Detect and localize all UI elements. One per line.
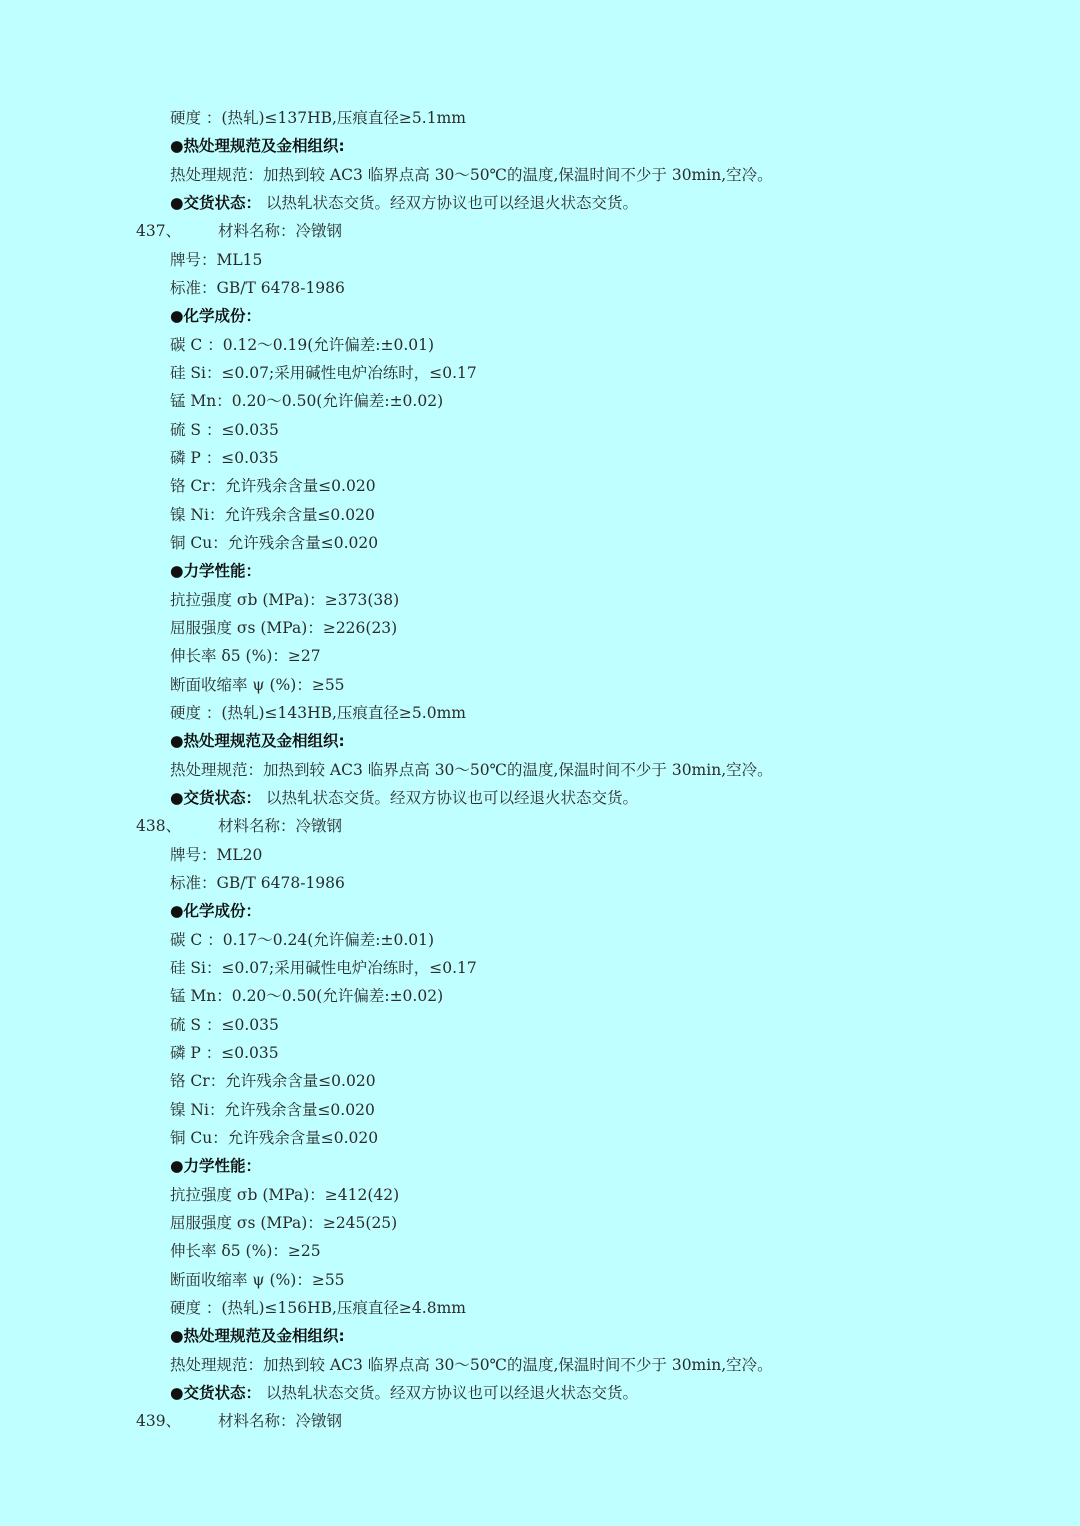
section-heading-line: [170, 897, 261, 925]
section-heading: ●热处理规范及金相组织:: [170, 732, 345, 751]
section-heading-line: [170, 132, 345, 160]
section-heading-value: 以热轧状态交货。经双方协议也可以经退火状态交货。: [261, 1383, 638, 1402]
section-heading: ●力学性能：: [170, 562, 262, 581]
section-heading-value: 以热轧状态交货。经双方协议也可以经退火状态交货。: [261, 193, 638, 212]
property-line: 抗拉强度 σb (MPa)：≥412(42): [170, 1185, 400, 1204]
property-line: 铜 Cu：允许残余含量≤0.020: [170, 1128, 379, 1147]
material-name: 材料名称：冷镦钢: [218, 817, 343, 836]
property-line: 硬度 ：(热轧)≤143HB,压痕直径≥5.0mm: [170, 703, 466, 722]
property-line: 屈服强度 σs (MPa)：≥226(23): [170, 618, 398, 637]
property-line: 热处理规范：加热到较 AC3 临界点高 30～50℃的温度,保温时间不少于 30min,空冷。: [170, 760, 773, 779]
entry-number-line: [136, 217, 342, 245]
property-line: 硅 Si：≤0.07;采用碱性电炉冶练时，≤0.17: [170, 363, 477, 382]
section-heading-line: [170, 1152, 261, 1180]
section-heading-value: 以热轧状态交货。经双方协议也可以经退火状态交货。: [261, 788, 638, 807]
material-name: 材料名称：冷镦钢: [218, 1412, 343, 1431]
entry-number-line: [136, 1407, 342, 1435]
section-heading-line: [170, 189, 638, 217]
section-heading-line: [170, 1322, 345, 1350]
material-name: 材料名称：冷镦钢: [218, 222, 343, 241]
section-heading: ●力学性能：: [170, 1157, 262, 1176]
property-line: 断面收缩率 ψ (%)：≥55: [170, 1270, 345, 1289]
section-heading: ●交货状态：: [170, 788, 262, 807]
property-line: 热处理规范：加热到较 AC3 临界点高 30～50℃的温度,保温时间不少于 30min,空冷。: [170, 1355, 773, 1374]
property-line: 硫 S ：≤0.035: [170, 420, 279, 439]
property-line: 硅 Si：≤0.07;采用碱性电炉冶练时，≤0.17: [170, 958, 477, 977]
property-line: 碳 C ：0.17～0.24(允许偏差:±0.01): [170, 930, 435, 949]
property-line: 镍 Ni：允许残余含量≤0.020: [170, 1100, 375, 1119]
section-heading: ●化学成份：: [170, 307, 262, 326]
property-line: 碳 C ：0.12～0.19(允许偏差:±0.01): [170, 335, 435, 354]
property-line: 热处理规范：加热到较 AC3 临界点高 30～50℃的温度,保温时间不少于 30min,空冷。: [170, 165, 773, 184]
section-heading: ●热处理规范及金相组织:: [170, 1327, 345, 1346]
section-heading-line: [170, 784, 638, 812]
property-line: 铬 Cr：允许残余含量≤0.020: [170, 477, 376, 496]
property-line: 牌号：ML15: [170, 250, 263, 269]
entry-number: 438、: [136, 817, 182, 836]
property-line: 伸长率 δ5 (%)：≥25: [170, 1242, 321, 1261]
section-heading-line: [170, 302, 261, 330]
entry-number: 439、: [136, 1412, 182, 1431]
section-heading-line: [170, 727, 345, 755]
property-line: 标准：GB/T 6478-1986: [170, 873, 345, 892]
property-line: 铬 Cr：允许残余含量≤0.020: [170, 1072, 376, 1091]
property-line: 屈服强度 σs (MPa)：≥245(25): [170, 1213, 398, 1232]
property-line: 断面收缩率 ψ (%)：≥55: [170, 675, 345, 694]
property-line: 锰 Mn：0.20～0.50(允许偏差:±0.02): [170, 987, 444, 1006]
property-line: 标准：GB/T 6478-1986: [170, 278, 345, 297]
section-heading: ●热处理规范及金相组织:: [170, 137, 345, 156]
property-line: 镍 Ni：允许残余含量≤0.020: [170, 505, 375, 524]
property-line: 伸长率 δ5 (%)：≥27: [170, 647, 321, 666]
property-line: 磷 P ：≤0.035: [170, 448, 279, 467]
entry-number: 437、: [136, 222, 182, 241]
property-line: 硫 S ：≤0.035: [170, 1015, 279, 1034]
property-line: 锰 Mn：0.20～0.50(允许偏差:±0.02): [170, 392, 444, 411]
section-heading: ●化学成份：: [170, 902, 262, 921]
entry-number-line: [136, 812, 342, 840]
section-heading-line: [170, 1379, 638, 1407]
property-line: 硬度 ：(热轧)≤137HB,压痕直径≥5.1mm: [170, 109, 466, 127]
property-line: 磷 P ：≤0.035: [170, 1043, 279, 1062]
property-line: 抗拉强度 σb (MPa)：≥373(38): [170, 590, 400, 609]
property-line: 硬度 ：(热轧)≤156HB,压痕直径≥4.8mm: [170, 1298, 466, 1317]
property-line: 铜 Cu：允许残余含量≤0.020: [170, 533, 379, 552]
property-line: 牌号：ML20: [170, 845, 263, 864]
section-heading-line: [170, 557, 261, 585]
section-heading: ●交货状态：: [170, 1383, 262, 1402]
section-heading: ●交货状态：: [170, 193, 262, 212]
